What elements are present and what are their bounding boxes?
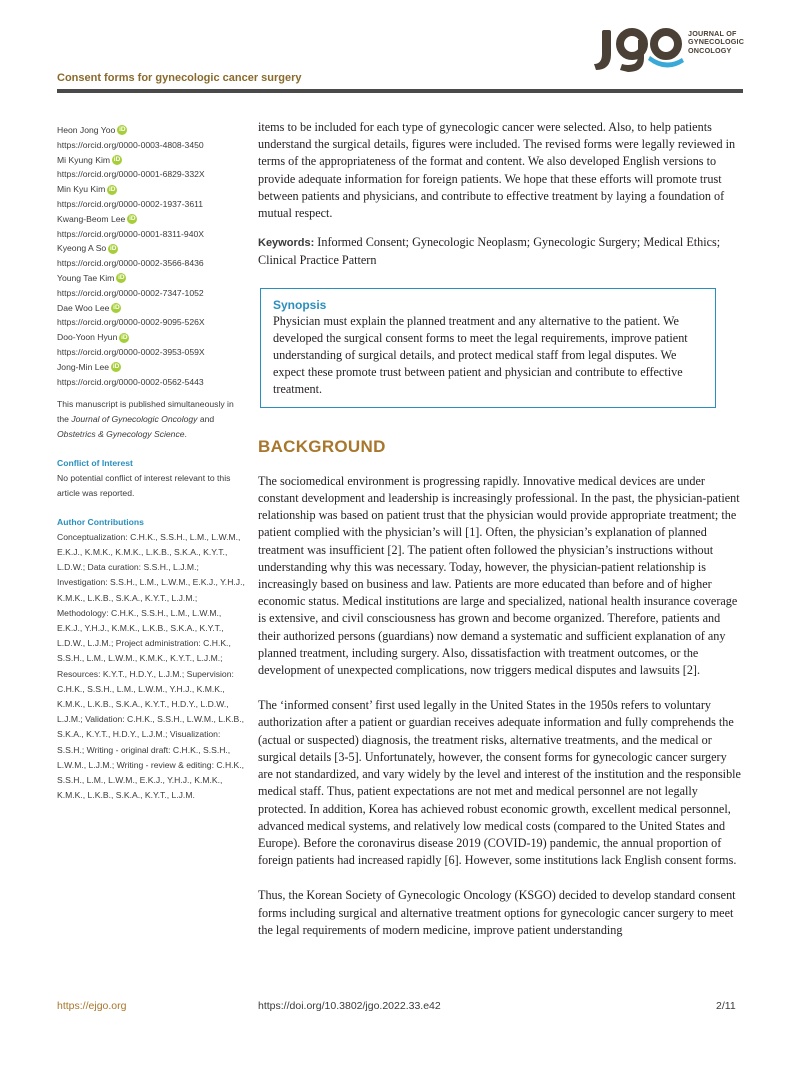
conflict-text: No potential conflict of interest relevant to this article was reported.	[57, 472, 231, 498]
orcid-link[interactable]: https://orcid.org/0000-0002-3953-059X	[57, 346, 205, 357]
keywords-label: Keywords:	[258, 237, 315, 250]
orcid-icon[interactable]: iD	[119, 126, 126, 134]
author-entry	[57, 271, 245, 301]
author-orcid-list	[57, 123, 245, 389]
orcid-icon[interactable]: iD	[113, 155, 121, 163]
orcid-icon[interactable]: iD	[129, 215, 136, 223]
section-title: BACKGROUND	[258, 436, 386, 456]
author-name: Kwang-Beom Lee iD	[57, 213, 136, 224]
author-entry	[57, 241, 245, 271]
author-name: Mi Kyung Kim iD	[57, 154, 121, 165]
publication-note: This manuscript is published simultaneously in the Journal of Gynecologic Oncology and Obstetrics & Gynecology Science.	[57, 399, 234, 439]
author-name: Jong-Min Lee iD	[57, 361, 120, 372]
orcid-link[interactable]: https://orcid.org/0000-0002-0562-5443	[57, 376, 204, 387]
author-name: Doo-Yoon Hyun iD	[57, 332, 128, 343]
author-entry	[57, 330, 245, 360]
orcid-link[interactable]: https://orcid.org/0000-0001-8311-940X	[57, 228, 204, 239]
contributions-heading: Author Contributions	[57, 516, 144, 527]
author-entry	[57, 360, 245, 390]
author-entry	[57, 123, 245, 153]
author-entry	[57, 212, 245, 242]
synopsis-title: Synopsis	[273, 297, 327, 312]
doi-link[interactable]: https://doi.org/10.3802/jgo.2022.33.e42	[258, 1000, 441, 1012]
orcid-link[interactable]: https://orcid.org/0000-0002-7347-1052	[57, 287, 204, 298]
author-name: Young Tae Kim iD	[57, 272, 125, 283]
author-entry	[57, 301, 245, 331]
synopsis-text: Physician must explain the planned treatment and any alternative to the patient. We developed the surgical consent forms to meet the legal requirements, improve patient understanding of surgical details, and protect medical staff from legal disputes. We expect these promote trust between patient and physician and contribute to effective treatment.	[273, 313, 688, 397]
author-name: Dae Woo Lee iD	[57, 302, 120, 313]
orcid-icon[interactable]: iD	[112, 363, 120, 371]
body-paragraph: The ‘informed consent’ first used legally in the United States in the 1950s refers to voluntary authorization after a patient or guardian receives adequate information and fully comprehends the (actual or suspected) diagnosis, the treatment risks, alternative treatments, and the medical or surgical details [3-5]. Unfortunately, however, the consent forms for gynecologic cancer surgery are not standardized, and vary widely by the level and interest of the institution and the responsible medical staff. Thus, patient expectations are not met and medical personnel are not legally protected. In addition, Korea has achieved robust economic growth, excellent medical personnel, advanced medical systems, and relatively low medical costs (compared to the United States and Europe). Before the coronavirus disease 2019 (COVID-19) pandemic, the annual proportion of foreign patients had increased rapidly [6]. However, some institutions lack English consent forms.	[258, 698, 741, 868]
author-name: Kyeong A So iD	[57, 243, 117, 254]
author-name: Heon Jong Yoo iD	[57, 125, 126, 135]
orcid-link[interactable]: https://orcid.org/0000-0002-1937-3611	[57, 198, 204, 209]
main-content	[258, 119, 744, 957]
author-name: Min Kyu Kim iD	[57, 184, 116, 195]
orcid-icon[interactable]: iD	[118, 274, 125, 282]
journal-logo-text: JOURNAL OF GYNECOLOGIC ONCOLOGY	[688, 29, 745, 55]
author-entry	[57, 182, 245, 212]
sidebar	[57, 123, 245, 803]
running-title: Consent forms for gynecologic cancer surgery	[57, 72, 302, 84]
synopsis-box	[260, 288, 716, 408]
contributions-text: Conceptualization: C.H.K., S.S.H., L.M., L.W.M., E.K.J., K.M.K., K.M.K., L.K.B., S.K.A., K.Y.T., L.D.W.; Data curation: S.S.H., L.J.M.; Investigation: S.S.H., L.M., L.W.M., E.K.J., Y.H.J., K.M.K., L.K.B., S.K.A., K.Y.T., L.J.M.; Methodology: C.H.K., S.S.H., L.M., L.W.M., E.K.J., Y.H.J., K.M.K., L.K.B., S.K.A., K.Y.T., L.D.W., L.J.M.; Project administration: C.H.K., S.S.H., L.M., L.W.M., K.M.K., K.Y.T., L.J.M.; Resources: K.Y.T., H.D.Y., L.J.M.; Supervision: C.H.K., S.S.H., L.M., L.W.M., Y.H.J., K.M.K., K.M.K., L.K.B., S.K.A., K.Y.T., H.D.Y., L.D.W., L.J.M.; Validation: C.H.K., S.S.H., L.W.M., L.K.B., S.K.A., K.Y.T., H.D.Y., L.J.M.; Visualization: S.S.H.; Writing - original draft: C.H.K., S.S.H., L.W.M., L.J.M.; Writing - review & editing: C.H.K., S.S.H., L.M., L.W.M., E.K.J., Y.H.J., K.M.K., K.M.K., L.K.B., S.K.A., K.Y.T., L.J.M.	[57, 531, 245, 801]
orcid-icon[interactable]: iD	[113, 303, 120, 311]
orcid-icon[interactable]: iD	[108, 185, 116, 193]
header-divider	[57, 89, 743, 93]
page-number: 2/11	[716, 1000, 736, 1012]
abstract-tail: items to be included for each type of gynecologic cancer were selected. Also, to help patients understand the surgical details, figures were included. The revised forms were legally reviewed in terms of the appropriateness of the format and content. We also developed English versions to provide adequate information for foreign patients. We hope that these efforts will promote trust between patients and physicians, and contribute to effective treatment by laying a foundation of mutual respect.	[258, 120, 736, 221]
orcid-link[interactable]: https://orcid.org/0000-0001-6829-332X	[57, 169, 205, 180]
orcid-icon[interactable]: iD	[121, 333, 128, 341]
body-paragraph: Thus, the Korean Society of Gynecologic Oncology (KSGO) decided to develop standard consent forms including surgical and alternative treatment options for gynecologic cancer surgery to meet the legal requirements of modern medicine, improve patient understanding	[258, 888, 736, 937]
orcid-icon[interactable]: iD	[109, 244, 117, 252]
author-entry	[57, 153, 245, 183]
body-paragraph: The sociomedical environment is progressing rapidly. Innovative medical devices are under constant development and leadership is increasingly professional. In the past, the physician-patient relationship was based on patient trust that the physician would provide appropriate treatment; the patient complied with the physician’s will [1]. Often, the physician’s explanation of planned treatment was insufficient [2]. The patient often followed the physician’s instructions without understanding why this was necessary. Today, however, the physician-patient relationship is increasingly based on business and law. Patients are more educated than before and of higher economic status. Medical institutions are large and specialized, national health insurance coverage is extensive, and civil consciousness has grown and become organized. Therefore, patients and their authorized persons (guardians) now demand a systematic and sufficient explanation of any planned treatment, including surgery. Also, dissatisfaction with treatment outcomes, or the development of unexpected complications, now triggers medical disputes and lawsuits [2].	[258, 473, 740, 678]
conflict-heading: Conflict of Interest	[57, 457, 133, 468]
orcid-link[interactable]: https://orcid.org/0000-0002-3566-8436	[57, 258, 204, 269]
orcid-link[interactable]: https://orcid.org/0000-0002-9095-526X	[57, 317, 205, 328]
keywords-text: Informed Consent; Gynecologic Neoplasm; Gynecologic Surgery; Medical Ethics; Clinical Practice Pattern	[258, 235, 721, 268]
website-link[interactable]: https://ejgo.org	[57, 1000, 127, 1012]
keywords	[258, 234, 744, 269]
orcid-link[interactable]: https://orcid.org/0000-0003-4808-3450	[57, 139, 204, 150]
